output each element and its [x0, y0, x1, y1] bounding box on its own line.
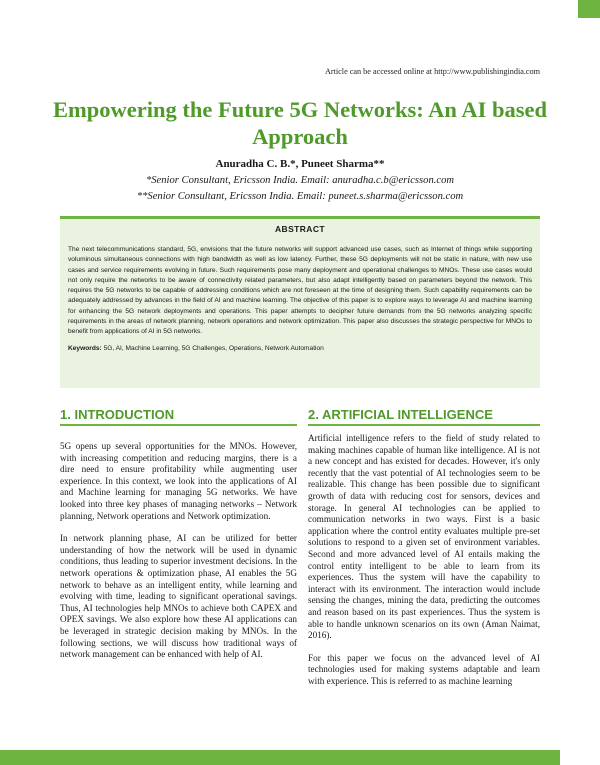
- ai-paragraph-2: For this paper we focus on the advanced level of AI technologies used for making systems adaptable and learn with experience. This is referred to as machine learning: [308, 652, 540, 686]
- access-note: Article can be accessed online at http://www.publishingindia.com: [324, 67, 540, 76]
- ai-paragraph-1: Artificial intelligence refers to the field of study related to making machines capable of human like intelligence. AI is not a new concept and has existed for decades. However, it's only recently that the vast potential of AI technologies seem to be realizable. This change has been possible due to significant growth of data with reducing cost for sensors, devices and storage. In general AI technologies can be applied to communication networks in two ways. First is a basic application where the control entity evaluates multiple pre-set solutions to respond to a given set of environment variables. Second and more advanced level of AI entails making the control entity intelligent to be able to learn from its experiences. Thus the system will have the capability to interact with its environment. The interaction would include sensing the changes, mining the data, predicting the outcomes and reason based on its past experiences. Thus the system is able to handle unknown scenarios on its own (Aman Naimat, 2016).: [308, 433, 540, 641]
- authors: Anuradha C. B.*, Puneet Sharma**: [215, 158, 385, 170]
- abstract-body: The next telecommunications standard, 5G, envisions that the future networks will support advanced use cases, such as Internet of things while supporting voluminous simultaneous connections with high bandwidth as well as low latency. Further, these 5G deployments will not be static in nature, with new use cases and service requirements evolving in future. Such requirements pose many deployment and operational challenges to MNOs. These use cases would not only require the networks to be aware of connectivity related parameters, but also adapt intelligently based on parameters beyond the network. This requires the 5G networks to be capable of addressing conditions which are not foreseen at the time of designing them. Such capability requirements can be adequately addressed by advances in the field of AI and machine learning. The objective of this paper is to explore ways to leverage AI and machine learning for enhancing the 5G network deployments and operations. This paper attempts to decipher future demands from the 5G networks analyzing specific requirements in the areas of network planning, network operations and network optimization. This paper also discusses the strategic perspective for MNOs to benefit from applications of AI in 5G networks.: [68, 246, 532, 336]
- paper-title: Empowering the Future 5G Networks: An AI based Approach: [53, 97, 547, 149]
- corner-decoration: [578, 0, 600, 18]
- abstract-box: [60, 216, 540, 388]
- introduction-paragraph-2: In network planning phase, AI can be utilized for better understanding of how the network will be used in dynamic conditions, thus leading to superior investment decisions. In the network operations & optimization phase, AI enables the 5G network to behave as an intelligent entity, while learning and evolving with time, leading to significant operational savings. Thus, AI technologies help MNOs to achieve both CAPEX and OPEX savings. We also explore how these AI applications can be leveraged in strategic decision making by MNOs. In the following sections, we will discuss how traditional ways of network management can be enhanced with help of AI.: [60, 533, 297, 660]
- keywords-list: 5G, AI, Machine Learning, 5G Challenges, Operations, Network Automation: [103, 344, 324, 352]
- introduction-paragraph-1: 5G opens up several opportunities for the MNOs. However, with increasing competition and reducing margins, there is a dire need to ensure profitability while augmenting user experience. In this context, we look into the applications of AI and Machine learning for managing 5G networks. We have looked into three key phases of managing networks – Network planning, Network operations and Network optimization.: [60, 441, 297, 521]
- footer-bar: [0, 750, 560, 765]
- affiliation-2: **Senior Consultant, Ericsson India. Email: puneet.s.sharma@ericsson.com: [136, 191, 464, 202]
- ai-section: [308, 407, 540, 687]
- ai-heading: 2. ARTIFICIAL INTELLIGENCE: [308, 407, 540, 426]
- affiliation-1: *Senior Consultant, Ericsson India. Email: anuradha.c.b@ericsson.com: [145, 175, 455, 186]
- keywords-label: Keywords:: [68, 344, 102, 352]
- introduction-section: [60, 407, 297, 661]
- introduction-heading: 1. INTRODUCTION: [60, 407, 297, 426]
- keywords: [68, 345, 532, 352]
- abstract-heading: ABSTRACT: [275, 224, 325, 234]
